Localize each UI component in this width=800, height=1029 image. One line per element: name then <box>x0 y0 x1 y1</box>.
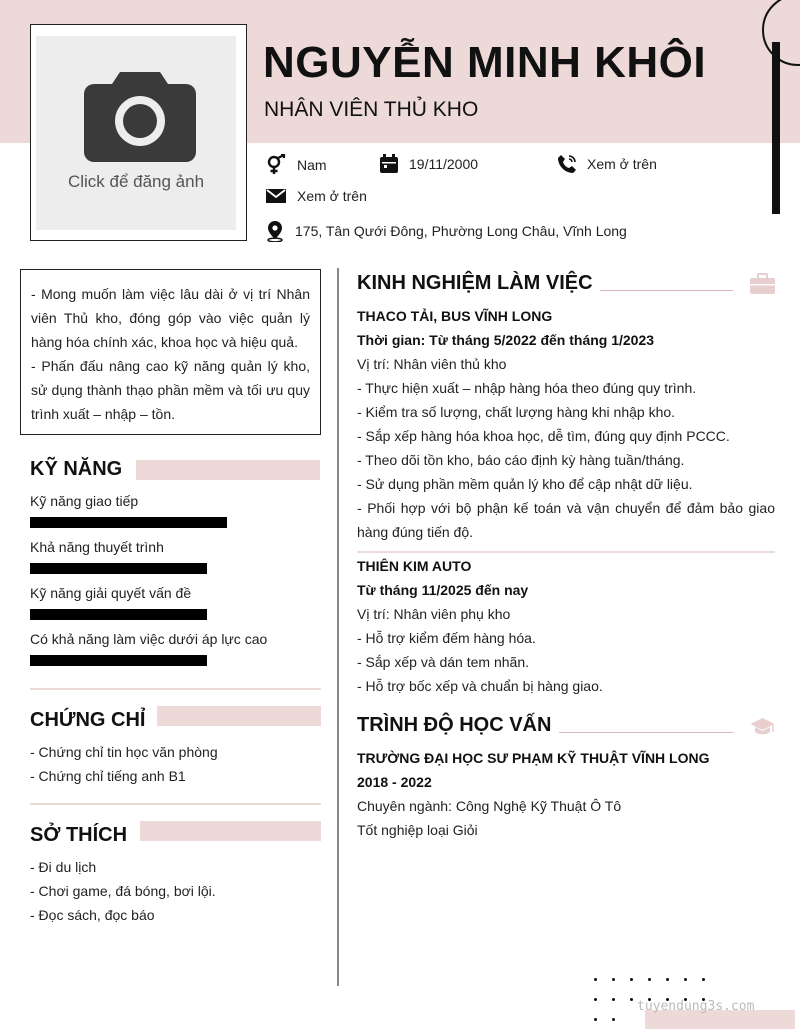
skills-title: KỸ NĂNG <box>30 458 123 480</box>
decorative-bar <box>772 42 780 214</box>
camera-icon <box>82 64 198 164</box>
hobby-item: - Chơi game, đá bóng, bơi lội. <box>30 883 216 899</box>
skill-bar-fill <box>30 655 207 666</box>
certificates-title: CHỨNG CHỈ <box>30 709 146 731</box>
job-company: THACO TẢI, BUS VĨNH LONG <box>357 308 553 324</box>
section-divider <box>30 688 321 690</box>
calendar-icon <box>379 154 399 174</box>
gender-info <box>265 154 327 176</box>
job-duty: - Kiểm tra số lượng, chất lượng hàng khi nhập kho. <box>357 404 676 420</box>
hobby-item: - Đi du lịch <box>30 859 97 875</box>
envelope-icon <box>265 187 287 205</box>
skill-bar-fill <box>30 563 207 574</box>
job-duty: - Theo dõi tồn kho, báo cáo định kỳ hàng tuần/tháng. <box>357 452 685 468</box>
watermark: tuyendung3s.com <box>637 999 755 1014</box>
experience-title-rule <box>600 290 733 291</box>
education-school: TRƯỜNG ĐẠI HỌC SƯ PHẠM KỸ THUẬT VĨNH LONG <box>357 750 710 766</box>
column-divider <box>337 268 339 986</box>
decorative-dot <box>612 1018 615 1021</box>
certificate-item: - Chứng chỉ tin học văn phòng <box>30 744 218 760</box>
email-text: Xem ở trên <box>297 188 367 204</box>
skill-bar <box>30 655 320 666</box>
education-grade: Tốt nghiệp loại Giỏi <box>357 822 478 838</box>
decorative-dot <box>702 978 705 981</box>
skill-label: Kỹ năng giải quyết vấn đề <box>30 585 192 601</box>
career-objective <box>20 269 321 435</box>
gender-icon <box>265 154 287 176</box>
education-major: Chuyên ngành: Công Nghệ Kỹ Thuật Ô Tô <box>357 798 622 814</box>
decorative-dot <box>666 978 669 981</box>
skill-bar <box>30 563 320 574</box>
section-divider <box>30 803 321 805</box>
job-period: Thời gian: Từ tháng 5/2022 đến tháng 1/2023 <box>357 332 655 348</box>
dob-info <box>379 154 478 174</box>
job-duty: - Phối hợp với bộ phận kế toán và vận chuyển để đảm bảo giao hàng đúng tiến độ. <box>357 500 775 540</box>
skills-title-bar <box>136 460 320 480</box>
decorative-dot <box>594 1018 597 1021</box>
job-title: NHÂN VIÊN THỦ KHO <box>264 98 479 121</box>
address-info <box>265 220 627 242</box>
skill-bar <box>30 517 320 528</box>
decorative-dot <box>594 998 597 1001</box>
location-pin-icon <box>265 220 285 242</box>
candidate-name: NGUYỄN MINH KHÔI <box>263 38 707 87</box>
job-duty: - Hỗ trợ bốc xếp và chuẩn bị hàng giao. <box>357 678 603 694</box>
photo-upload[interactable] <box>36 36 236 230</box>
decorative-dot <box>612 998 615 1001</box>
skill-label: Khả năng thuyết trình <box>30 539 164 555</box>
decorative-dot <box>630 978 633 981</box>
dob-text: 19/11/2000 <box>409 156 479 172</box>
skill-label: Kỹ năng giao tiếp <box>30 493 139 509</box>
education-title: TRÌNH ĐỘ HỌC VẤN <box>357 714 552 736</box>
job-duty: - Sắp xếp và dán tem nhãn. <box>357 654 529 670</box>
phone-info <box>557 154 657 174</box>
job-divider <box>357 551 775 553</box>
job-company: THIÊN KIM AUTO <box>357 558 472 574</box>
decorative-dot <box>648 978 651 981</box>
hobbies-title-bar <box>140 821 321 841</box>
job-duty: - Thực hiện xuất – nhập hàng hóa theo đúng quy trình. <box>357 380 697 396</box>
job-position: Vị trí: Nhân viên thủ kho <box>357 356 507 372</box>
briefcase-icon <box>749 273 776 295</box>
decorative-dot <box>630 998 633 1001</box>
gender-text: Nam <box>297 157 327 173</box>
job-position: Vị trí: Nhân viên phụ kho <box>357 606 511 622</box>
hobby-item: - Đọc sách, đọc báo <box>30 907 155 923</box>
decorative-dot <box>612 978 615 981</box>
decorative-dot <box>594 978 597 981</box>
certificate-item: - Chứng chỉ tiếng anh B1 <box>30 768 186 784</box>
photo-caption: Click để đăng ảnh <box>67 172 205 191</box>
certificates-title-bar <box>157 706 321 726</box>
email-info <box>265 187 367 205</box>
skill-bar-fill <box>30 609 207 620</box>
address-text: 175, Tân Qưới Đông, Phường Long Châu, Vĩnh Long <box>295 223 627 239</box>
phone-text: Xem ở trên <box>587 156 657 172</box>
hobbies-title: SỞ THÍCH <box>30 824 128 846</box>
skill-bar-fill <box>30 517 227 528</box>
skill-label: Có khả năng làm việc dưới áp lực cao <box>30 631 268 647</box>
job-duty: - Sử dụng phần mềm quản lý kho để cập nhật dữ liệu. <box>357 476 693 492</box>
decorative-dot <box>684 978 687 981</box>
experience-title: KINH NGHIỆM LÀM VIỆC <box>357 272 593 294</box>
job-duty: - Hỗ trợ kiểm đếm hàng hóa. <box>357 630 536 646</box>
objective-text: - Mong muốn làm việc lâu dài ở vị trí Nhân viên Thủ kho, đóng góp vào việc quản lý hàng hóa chính xác, khoa học và hiệu quả. - Phấn đấu nâng cao kỹ năng quản lý kho, sử dụng thành thạo phần mềm và tối ưu quy trình xuất – nhập – tồn. <box>31 286 310 422</box>
education-title-rule <box>559 732 733 733</box>
skill-bar <box>30 609 320 620</box>
education-years: 2018 - 2022 <box>357 774 432 790</box>
graduation-cap-icon <box>749 716 776 738</box>
job-duty: - Sắp xếp hàng hóa khoa học, dễ tìm, đúng quy định PCCC. <box>357 428 730 444</box>
phone-icon <box>557 154 577 174</box>
job-period: Từ tháng 11/2025 đến nay <box>357 582 529 598</box>
